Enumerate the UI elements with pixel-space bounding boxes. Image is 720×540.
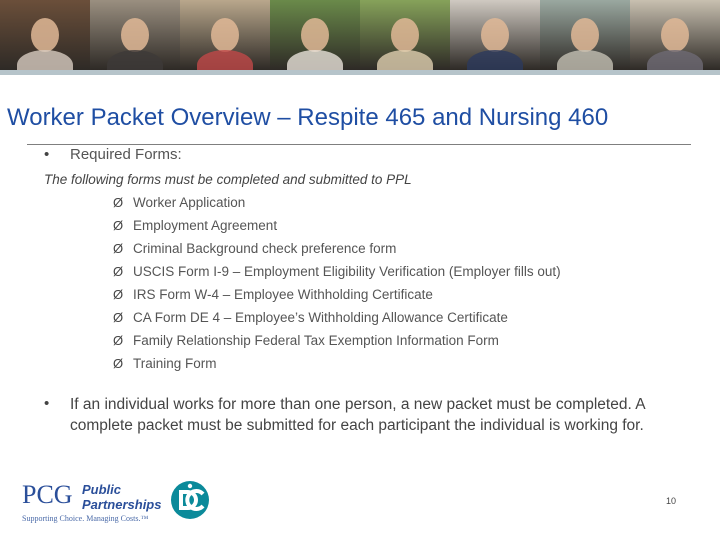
- arrow-bullet-icon: Ø: [113, 310, 124, 325]
- body-shape: [17, 50, 73, 70]
- face-shape: [661, 18, 689, 52]
- photo-boy: [180, 0, 270, 70]
- pcg-logo-letters: PCG: [22, 480, 73, 509]
- form-name: Criminal Background check preference form: [133, 241, 397, 256]
- arrow-bullet-icon: Ø: [113, 287, 124, 302]
- banner-divider: [0, 70, 720, 75]
- list-item: [113, 309, 561, 332]
- face-shape: [481, 18, 509, 52]
- pcg-public-partnerships-logo: [22, 478, 162, 524]
- body-shape: [107, 50, 163, 70]
- partnerships-word: Partnerships: [82, 497, 162, 512]
- list-item: [113, 332, 561, 355]
- photo-child: [360, 0, 450, 70]
- photo-young-woman: [90, 0, 180, 70]
- arrow-bullet-icon: Ø: [113, 241, 124, 256]
- footer: [0, 470, 720, 540]
- face-shape: [571, 18, 599, 52]
- face-shape: [391, 18, 419, 52]
- public-word: Public: [82, 482, 122, 497]
- page-number: 10: [666, 496, 677, 506]
- dc-logo-icon: [170, 480, 210, 520]
- face-shape: [121, 18, 149, 52]
- face-shape: [31, 18, 59, 52]
- form-name: Training Form: [133, 356, 217, 371]
- forms-list: [113, 194, 561, 378]
- form-name: CA Form DE 4 – Employee’s Withholding Allowance Certificate: [133, 310, 508, 325]
- photo-woman: [270, 0, 360, 70]
- list-item: [113, 240, 561, 263]
- title-underline: [27, 144, 691, 145]
- form-name: Family Relationship Federal Tax Exemption Information Form: [133, 333, 499, 348]
- list-item: [113, 355, 561, 378]
- required-forms-label: Required Forms:: [70, 146, 182, 163]
- form-name: IRS Form W-4 – Employee Withholding Certificate: [133, 287, 433, 302]
- arrow-bullet-icon: Ø: [113, 195, 124, 210]
- photo-elderly-couple: [540, 0, 630, 70]
- body-shape: [557, 50, 613, 70]
- packet-note: If an individual works for more than one person, a new packet must be completed. A complete packet must be submitted for each participant the individual is working for.: [70, 396, 645, 434]
- body-shape: [197, 50, 253, 70]
- photo-banner: [0, 0, 720, 70]
- body-shape: [287, 50, 343, 70]
- arrow-bullet-icon: Ø: [113, 264, 124, 279]
- forms-intro: The following forms must be completed and submitted to PPL: [44, 172, 412, 187]
- face-shape: [211, 18, 239, 52]
- body-shape: [647, 50, 703, 70]
- form-name: Worker Application: [133, 195, 246, 210]
- face-shape: [301, 18, 329, 52]
- photo-woman-smiling: [630, 0, 720, 70]
- photo-family: [0, 0, 90, 70]
- list-item: [113, 194, 561, 217]
- list-item: [113, 263, 561, 286]
- slide-title: Worker Packet Overview – Respite 465 and Nursing 460: [7, 104, 609, 131]
- photo-man: [450, 0, 540, 70]
- bullet-icon: •: [44, 395, 50, 412]
- form-name: USCIS Form I-9 – Employment Eligibility Verification (Employer fills out): [133, 264, 561, 279]
- list-item: [113, 217, 561, 240]
- bullet-icon: •: [44, 146, 50, 163]
- body-shape: [467, 50, 523, 70]
- arrow-bullet-icon: Ø: [113, 356, 124, 371]
- list-item: [113, 286, 561, 309]
- body-shape: [377, 50, 433, 70]
- arrow-bullet-icon: Ø: [113, 333, 124, 348]
- form-name: Employment Agreement: [133, 218, 278, 233]
- pcg-tagline: Supporting Choice. Managing Costs.™: [22, 514, 149, 523]
- arrow-bullet-icon: Ø: [113, 218, 124, 233]
